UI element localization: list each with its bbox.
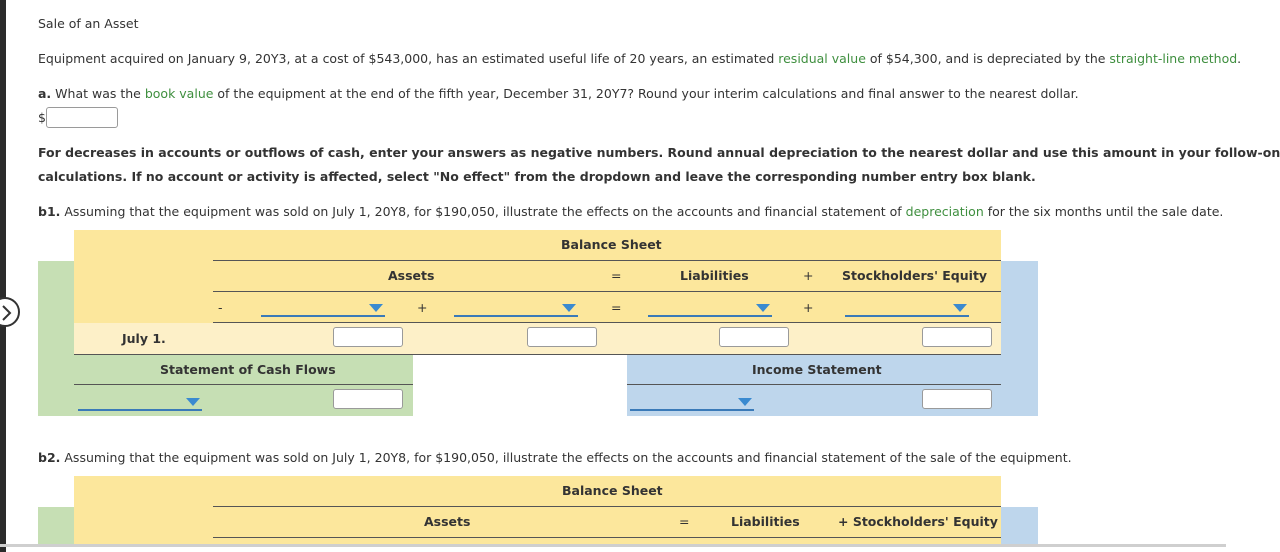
b2-left-green-edge <box>38 507 74 547</box>
residual-value-link[interactable]: residual value <box>778 51 866 66</box>
b1-asset-amount-1[interactable] <box>333 327 403 347</box>
b1-row-label-july-1: July 1. <box>122 331 166 346</box>
b1-plus-header: + <box>803 268 814 283</box>
b1-plus-2: + <box>803 300 814 315</box>
b1-equals-header: = <box>611 268 622 283</box>
question-a-text-1: What was the <box>51 86 145 101</box>
left-edge-bar <box>0 0 6 552</box>
b1-asset-amount-2[interactable] <box>527 327 597 347</box>
b2-balance-sheet-title: Balance Sheet <box>562 483 663 498</box>
book-value-input[interactable] <box>46 107 118 128</box>
bottom-scroll-edge <box>0 544 1226 547</box>
income-statement-account-dropdown[interactable] <box>630 395 754 411</box>
b2-right-blue-edge <box>1001 507 1038 547</box>
b1-equity-amount[interactable] <box>922 327 992 347</box>
b1-asset-account-dropdown-1[interactable] <box>261 301 385 317</box>
b1-left-green-edge <box>38 261 74 355</box>
b2-assets-header: Assets <box>424 514 471 529</box>
b1-liabilities-header: Liabilities <box>680 268 749 283</box>
b2-equity-header: + Stockholders' Equity <box>838 514 998 529</box>
cash-flows-divider <box>74 384 413 385</box>
question-b1-text-2: for the six months until the sale date. <box>983 204 1224 219</box>
question-b1 <box>38 204 1223 219</box>
question-b2-text: Assuming that the equipment was sold on July 1, 20Y8, for $190,050, illustrate the effects on the accounts and financial statement of the sale of the equipment. <box>60 450 1072 465</box>
question-b2 <box>38 450 1072 465</box>
cash-flows-amount[interactable] <box>333 389 403 409</box>
b1-equals-row: = <box>611 300 622 315</box>
page-title: Sale of an Asset <box>38 16 139 31</box>
triangle-down-icon <box>562 304 576 312</box>
b1-balance-sheet-title: Balance Sheet <box>561 237 662 252</box>
cash-flows-activity-dropdown[interactable] <box>78 395 202 411</box>
b1-plus-1: + <box>417 300 428 315</box>
b2-divider-2 <box>213 537 1001 538</box>
b1-asset-account-dropdown-2[interactable] <box>454 301 578 317</box>
book-value-link[interactable]: book value <box>144 86 214 101</box>
problem-intro <box>38 51 1241 66</box>
income-statement-amount[interactable] <box>922 389 992 409</box>
question-b1-letter: b1. <box>38 204 61 219</box>
intro-text-2: of $54,300, and is depreciated by the <box>865 51 1110 66</box>
instructions-line-1: For decreases in accounts or outflows of cash, enter your answers as negative numbers. Round annual depreciation to the nearest dollar and use this amount in your follow-on <box>38 145 1280 160</box>
triangle-down-icon <box>738 398 752 406</box>
question-a-text-2: of the equipment at the end of the fifth year, December 31, 20Y7? Round your interim calculations and final answer to the nearest dollar. <box>213 86 1079 101</box>
b1-divider-3 <box>213 322 1001 323</box>
triangle-down-icon <box>953 304 967 312</box>
b1-equity-header: Stockholders' Equity <box>842 268 988 283</box>
b1-assets-header: Assets <box>388 268 435 283</box>
intro-text-1: Equipment acquired on January 9, 20Y3, at a cost of $543,000, has an estimated useful life of 20 years, an estimated <box>38 51 779 66</box>
intro-text-3: . <box>1237 51 1242 66</box>
next-question-chevron-icon[interactable] <box>0 297 20 327</box>
b1-liabilities-amount[interactable] <box>719 327 789 347</box>
triangle-down-icon <box>369 304 383 312</box>
straight-line-method-link[interactable]: straight-line method <box>1109 51 1238 66</box>
income-statement-divider <box>627 384 1001 385</box>
currency-symbol: $ <box>38 110 46 125</box>
b1-divider-2 <box>213 291 1001 292</box>
b1-dash: - <box>218 300 223 315</box>
question-a-letter: a. <box>38 86 52 101</box>
depreciation-link[interactable]: depreciation <box>905 204 984 219</box>
b1-liabilities-account-dropdown[interactable] <box>648 301 772 317</box>
b2-liabilities-header: Liabilities <box>731 514 800 529</box>
question-b2-letter: b2. <box>38 450 61 465</box>
triangle-down-icon <box>186 398 200 406</box>
b2-equals-header: = <box>679 514 690 529</box>
b1-equity-account-dropdown[interactable] <box>845 301 969 317</box>
question-a <box>38 86 1079 101</box>
b1-divider-1 <box>213 260 1001 261</box>
cash-flows-title: Statement of Cash Flows <box>160 362 336 377</box>
b1-right-blue-edge <box>1001 261 1038 355</box>
income-statement-title: Income Statement <box>752 362 882 377</box>
triangle-down-icon <box>756 304 770 312</box>
instructions-line-2: calculations. If no account or activity is affected, select "No effect" from the dropdown and leave the corresponding number entry box blank. <box>38 169 1036 184</box>
question-b1-text-1: Assuming that the equipment was sold on July 1, 20Y8, for $190,050, illustrate the effects on the accounts and financial statement of <box>60 204 906 219</box>
b2-divider-1 <box>213 506 1001 507</box>
